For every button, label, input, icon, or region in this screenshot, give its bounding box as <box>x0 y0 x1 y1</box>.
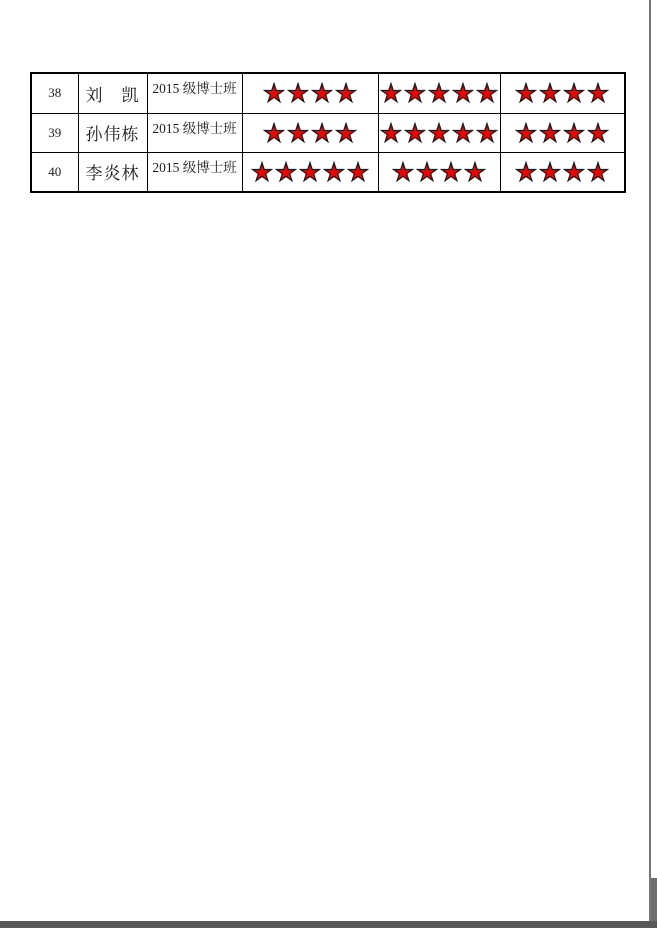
star-icon <box>287 82 309 104</box>
rating-cell-2 <box>378 113 500 152</box>
star-icon <box>263 82 285 104</box>
rating-cell-2 <box>378 152 500 192</box>
student-name-cell: 刘 凯 <box>78 73 147 113</box>
rating-cell-3 <box>500 73 625 113</box>
row-number-cell: 39 <box>31 113 78 152</box>
star-icon <box>515 122 537 144</box>
star-icon <box>380 122 402 144</box>
star-icon <box>251 161 273 183</box>
star-icon <box>428 82 450 104</box>
star-icon <box>452 122 474 144</box>
rating-cell-3 <box>500 152 625 192</box>
star-icon <box>452 82 474 104</box>
rating-cell-1 <box>242 152 378 192</box>
rating-cell-1 <box>242 113 378 152</box>
star-icon <box>539 161 561 183</box>
star-rating <box>243 82 378 104</box>
star-icon <box>380 82 402 104</box>
table-row <box>31 113 625 152</box>
star-rating <box>501 161 625 183</box>
star-icon <box>563 82 585 104</box>
star-icon <box>563 161 585 183</box>
star-rating <box>501 122 625 144</box>
star-icon <box>404 122 426 144</box>
star-icon <box>539 82 561 104</box>
table-row <box>31 73 625 113</box>
star-icon <box>299 161 321 183</box>
star-icon <box>323 161 345 183</box>
rating-cell-3 <box>500 113 625 152</box>
star-icon <box>287 122 309 144</box>
star-icon <box>515 161 537 183</box>
table-row <box>31 152 625 192</box>
star-rating <box>243 161 378 183</box>
rating-cell-1 <box>242 73 378 113</box>
class-cell: 2015 级博士班 <box>147 73 242 113</box>
row-number-cell: 38 <box>31 73 78 113</box>
page-right-edge-line <box>649 0 651 921</box>
star-icon <box>539 122 561 144</box>
row-number-cell: 40 <box>31 152 78 192</box>
star-icon <box>587 122 609 144</box>
star-icon <box>440 161 462 183</box>
student-rating-table <box>30 72 626 193</box>
star-icon <box>464 161 486 183</box>
star-icon <box>335 122 357 144</box>
star-rating <box>379 82 500 104</box>
rating-cell-2 <box>378 73 500 113</box>
star-icon <box>335 82 357 104</box>
star-icon <box>392 161 414 183</box>
star-icon <box>275 161 297 183</box>
star-rating <box>379 161 500 183</box>
star-icon <box>587 82 609 104</box>
star-icon <box>563 122 585 144</box>
star-icon <box>476 82 498 104</box>
star-rating <box>379 122 500 144</box>
star-icon <box>587 161 609 183</box>
student-name-cell: 李炎林 <box>78 152 147 192</box>
star-rating <box>501 82 625 104</box>
class-cell: 2015 级博士班 <box>147 113 242 152</box>
class-cell: 2015 级博士班 <box>147 152 242 192</box>
star-icon <box>263 122 285 144</box>
star-icon <box>416 161 438 183</box>
star-icon <box>476 122 498 144</box>
star-icon <box>311 122 333 144</box>
page-bottom-gap-bar <box>0 921 657 928</box>
star-icon <box>347 161 369 183</box>
star-rating <box>243 122 378 144</box>
star-icon <box>311 82 333 104</box>
star-icon <box>404 82 426 104</box>
student-name-cell: 孙伟栋 <box>78 113 147 152</box>
star-icon <box>428 122 450 144</box>
star-icon <box>515 82 537 104</box>
